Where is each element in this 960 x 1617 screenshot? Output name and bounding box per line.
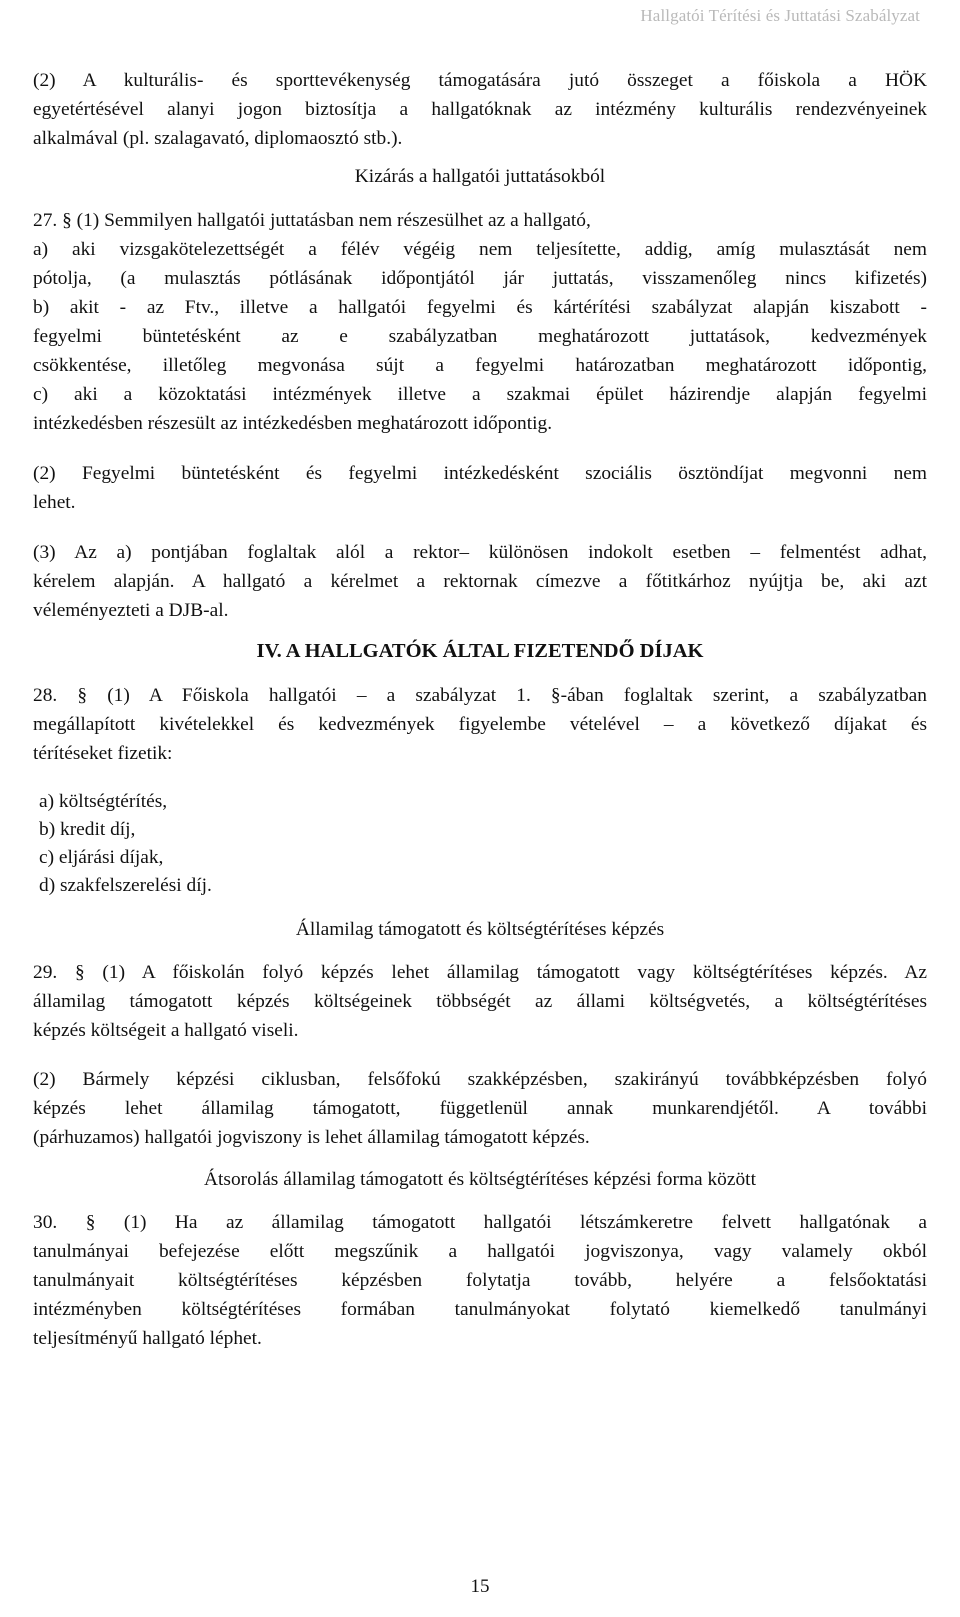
chapter-heading-iv: IV. A HALLGATÓK ÁLTAL FIZETENDŐ DÍJAK xyxy=(256,640,704,662)
text-line: 30. § (1) Ha az államilag támogatott hallgatói létszámkeretre felvett hallgatónak a xyxy=(33,1212,927,1233)
text-line: intézkedésben részesült az intézkedésben meghatározott időpontig. xyxy=(33,413,553,434)
text-line: (2) Fegyelmi büntetésként és fegyelmi intézkedésként szociális ösztöndíjat megvonni nem xyxy=(33,463,927,484)
text-line: tanulmányai befejezése előtt megszűnik a hallgatói jogviszonya, vagy valamely okból xyxy=(33,1241,927,1262)
text-line: egyetértésével alanyi jogon biztosítja a hallgatóknak az intézmény kulturális rendezvényeinek xyxy=(33,99,927,120)
text-line: (2) A kulturális- és sporttevékenység támogatására jutó összeget a főiskola a HÖK xyxy=(33,70,927,91)
text-line: (3) Az a) pontjában foglaltak alól a rektor– különösen indokolt esetben – felmentést adhat, xyxy=(33,542,927,563)
paragraph-28-1 xyxy=(33,681,927,768)
paragraph-30-1 xyxy=(33,1208,927,1353)
list-item: d) szakfelszerelési díj. xyxy=(39,875,212,896)
text-line: csökkentése, illetőleg megvonása sújt a fegyelmi határozatban meghatározott időpontig, xyxy=(33,355,927,376)
paragraph-29-1 xyxy=(33,958,927,1045)
section-heading-transfer: Átsorolás államilag támogatott és költségtérítéses képzési forma között xyxy=(204,1169,756,1190)
list-item: a) költségtérítés, xyxy=(39,791,168,812)
text-line: a) aki vizsgakötelezettségét a félév végéig nem teljesítette, addig, amíg mulasztását nem xyxy=(33,239,927,260)
page-content xyxy=(33,66,927,1353)
text-line: 28. § (1) A Főiskola hallgatói – a szabályzat 1. §-ában foglaltak szerint, a szabályzatban xyxy=(33,685,927,706)
list-item: c) eljárási díjak, xyxy=(39,847,164,868)
text-line: (2) Bármely képzési ciklusban, felsőfokú szakképzésben, szakirányú továbbképzésben folyó xyxy=(33,1069,927,1090)
paragraph-26-2 xyxy=(33,66,927,153)
text-line: tanulmányait költségtérítéses képzésben folytatja tovább, helyére a felsőoktatási xyxy=(33,1270,927,1291)
text-line: c) aki a közoktatási intézmények illetve a szakmai épület házirendje alapján fegyelmi xyxy=(33,384,927,405)
section-heading-state-funded: Államilag támogatott és költségtérítéses képzés xyxy=(295,919,665,940)
text-line: megállapított kivételekkel és kedvezmények figyelembe vételével – a következő díjakat és xyxy=(33,714,927,735)
text-line: (párhuzamos) hallgatói jogviszony is lehet államilag támogatott képzés. xyxy=(33,1127,590,1148)
text-line: pótolja, (a mulasztás pótlásának időpontjától jár juttatás, visszamenőleg nincs kifizetés) xyxy=(33,268,927,289)
text-line: képzés költségeit a hallgató viseli. xyxy=(33,1020,299,1041)
text-line: teljesítményű hallgató léphet. xyxy=(33,1328,262,1349)
text-line: képzés lehet államilag támogatott, függetlenül annak munkarendjétől. A további xyxy=(33,1098,927,1119)
section-heading-exclusion: Kizárás a hallgatói juttatásokból xyxy=(354,166,606,187)
text-line: 27. § (1) Semmilyen hallgatói juttatásban nem részesülhet az a hallgató, xyxy=(33,210,591,231)
paragraph-29-2 xyxy=(33,1065,927,1152)
fee-list xyxy=(33,788,927,900)
paragraph-27-1 xyxy=(33,206,927,438)
list-item: b) kredit díj, xyxy=(39,819,136,840)
paragraph-27-2 xyxy=(33,459,927,517)
text-line: véleményezteti a DJB-al. xyxy=(33,600,229,621)
text-line: alkalmával (pl. szalagavató, diplomaosztó stb.). xyxy=(33,128,403,149)
text-line: intézményben költségtérítéses formában tanulmányokat folytató kiemelkedő tanulmányi xyxy=(33,1299,927,1320)
text-line: 29. § (1) A főiskolán folyó képzés lehet államilag támogatott vagy költségtérítéses képzés. Az xyxy=(33,962,927,983)
text-line: kérelem alapján. A hallgató a kérelmet a rektornak címezve a főtitkárhoz nyújtja be, aki azt xyxy=(33,571,927,592)
text-line: államilag támogatott képzés költségeinek többségét az állami költségvetés, a költségtérítéses xyxy=(33,991,927,1012)
running-header: Hallgatói Térítési és Juttatási Szabályzat xyxy=(640,6,920,25)
text-line: b) akit - az Ftv., illetve a hallgatói fegyelmi és kártérítési szabályzat alapján kiszabott - xyxy=(33,297,927,318)
text-line: lehet. xyxy=(33,492,76,513)
page-number: 15 xyxy=(470,1576,490,1597)
text-line: térítéseket fizetik: xyxy=(33,743,173,764)
paragraph-27-3 xyxy=(33,538,927,625)
text-line: fegyelmi büntetésként az e szabályzatban meghatározott juttatások, kedvezmények xyxy=(33,326,927,347)
